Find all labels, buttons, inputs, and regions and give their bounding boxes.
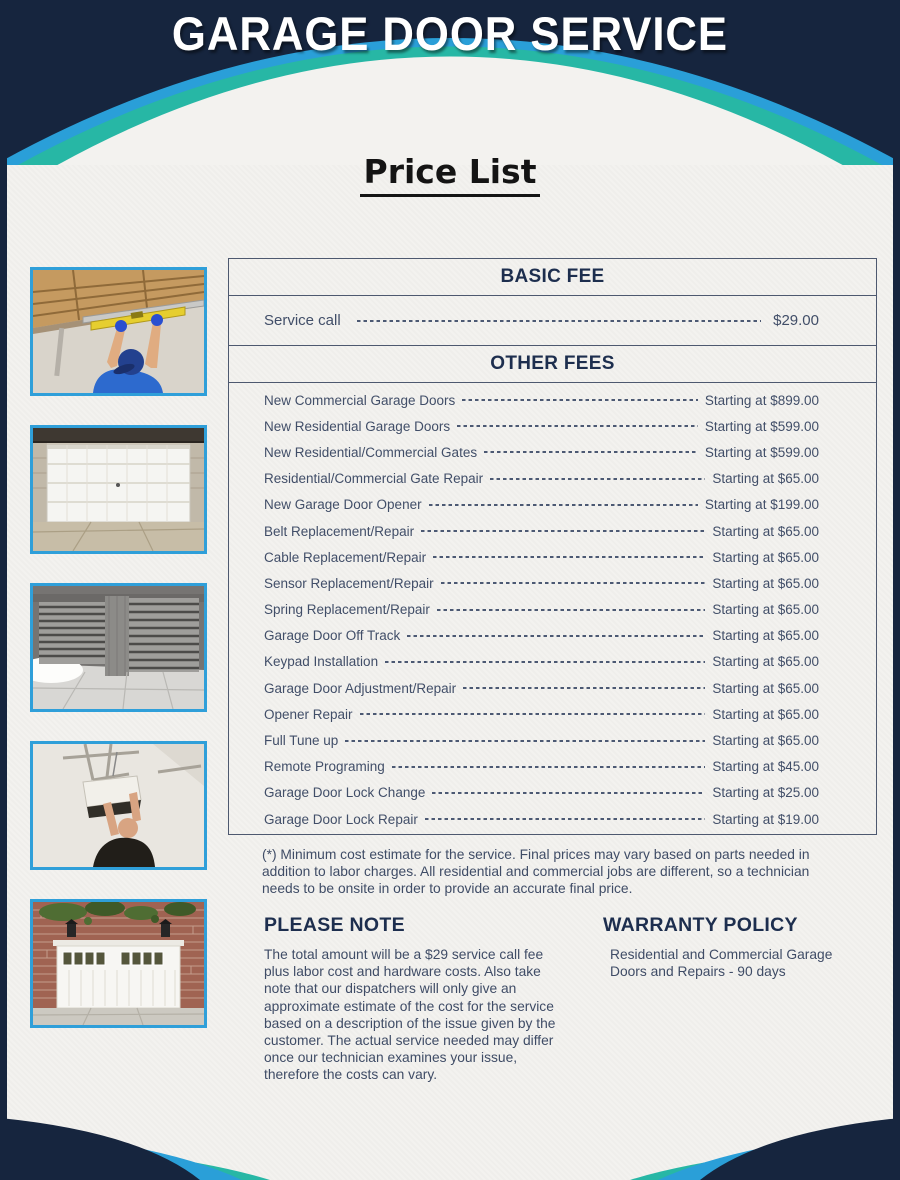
warranty-policy-body: Residential and Commercial Garage Doors and Repairs - 90 days [610, 947, 833, 980]
dotted-leader [407, 635, 705, 637]
fee-price: Starting at $19.00 [712, 811, 819, 827]
fee-price: Starting at $65.00 [712, 602, 819, 618]
fee-price: Starting at $65.00 [712, 706, 819, 722]
right-edge-border [893, 150, 900, 1180]
fee-price: Starting at $65.00 [712, 575, 819, 591]
dotted-leader [441, 582, 706, 584]
fee-price: Starting at $65.00 [712, 523, 819, 539]
fee-row [229, 701, 876, 727]
fee-label: Keypad Installation [264, 654, 379, 670]
dotted-leader [345, 740, 705, 742]
dotted-leader [360, 713, 706, 715]
dotted-leader [463, 687, 705, 689]
fee-row [229, 492, 876, 518]
commercial-roll-up-doors-illustration [33, 586, 204, 709]
fee-label: Opener Repair [264, 706, 353, 722]
fee-row [229, 518, 876, 544]
photo-brick-garage-white-door [30, 899, 207, 1028]
fee-row [229, 727, 876, 753]
fee-price: Starting at $65.00 [712, 628, 819, 644]
fee-row [229, 570, 876, 596]
fee-price: Starting at $599.00 [704, 418, 819, 434]
dotted-leader [437, 609, 706, 611]
fee-label: Garage Door Lock Repair [264, 811, 418, 827]
dotted-leader [392, 766, 706, 768]
app-title [0, 6, 900, 61]
fee-row [229, 780, 876, 806]
dotted-leader [433, 556, 705, 558]
fee-price: Starting at $899.00 [704, 392, 819, 408]
dotted-leader [429, 504, 698, 506]
fee-price: Starting at $65.00 [712, 471, 819, 487]
dotted-leader [432, 792, 705, 794]
page-title [0, 152, 900, 197]
fee-label: New Residential/Commercial Gates [264, 444, 478, 460]
fee-price: Starting at $45.00 [712, 759, 819, 775]
fee-row [229, 649, 876, 675]
fee-price: Starting at $65.00 [712, 549, 819, 565]
dotted-leader [457, 425, 698, 427]
fee-label: Garage Door Off Track [264, 628, 401, 644]
fee-row [229, 439, 876, 465]
other-fees-heading: OTHER FEES [229, 345, 876, 383]
dotted-leader [421, 530, 705, 532]
fee-row [229, 597, 876, 623]
fee-label: Garage Door Lock Change [264, 785, 426, 801]
fee-label: New Commercial Garage Doors [264, 392, 456, 408]
dotted-leader [357, 320, 761, 322]
fee-price: Starting at $65.00 [712, 680, 819, 696]
dotted-leader [385, 661, 705, 663]
please-note-body: The total amount will be a $29 service call fee plus labor cost and hardware costs. Also take note that our dispatchers will only give an approximate estimate of the cost for the service based on a description of the issue given by the customer. The actual service needed may differ once our technician examines your issue, therefore the costs can vary. [264, 947, 556, 1083]
white-residential-garage-door-illustration [33, 428, 204, 551]
fee-label: New Residential Garage Doors [264, 418, 451, 434]
technician-installing-opener-illustration [33, 744, 204, 867]
other-fees-list [229, 383, 876, 834]
fee-row [229, 413, 876, 439]
dotted-leader [462, 399, 698, 401]
dotted-leader [425, 818, 706, 820]
fee-label: Garage Door Adjustment/Repair [264, 680, 457, 696]
fee-label: Residential/Commercial Gate Repair [264, 471, 484, 487]
fee-row [229, 387, 876, 413]
fee-label: Remote Programing [264, 759, 385, 775]
footer-wave-graphic [0, 1080, 900, 1180]
warranty-policy-heading: WARRANTY POLICY [603, 914, 798, 936]
photo-white-residential-garage-door [30, 425, 207, 554]
fee-label: New Garage Door Opener [264, 497, 422, 513]
photo-technician-installing-opener [30, 741, 207, 870]
fee-row [229, 754, 876, 780]
footnote: (*) Minimum cost estimate for the service. Final prices may vary based on parts needed in addition to labor charges. All residential and commercial jobs are different, so a technician needs to be onsite in order to provide an accurate final price. [262, 847, 810, 897]
basic-fee-heading: BASIC FEE [229, 259, 876, 296]
fee-label: Sensor Replacement/Repair [264, 575, 434, 591]
fee-label: Spring Replacement/Repair [264, 602, 430, 618]
please-note-heading: PLEASE NOTE [264, 914, 405, 936]
app-title-text: GARAGE DOOR SERVICE [171, 7, 729, 60]
fee-row [229, 675, 876, 701]
dotted-leader [490, 478, 705, 480]
fee-price: Starting at $25.00 [712, 785, 819, 801]
fee-row [229, 466, 876, 492]
brick-garage-white-door-illustration [33, 902, 204, 1025]
left-edge-border [0, 150, 7, 1180]
basic-fee-list [229, 296, 876, 345]
fee-row [229, 544, 876, 570]
dotted-leader [484, 451, 698, 453]
fee-price: $29.00 [773, 312, 819, 329]
fee-label: Cable Replacement/Repair [264, 549, 427, 565]
fee-price: Starting at $65.00 [712, 654, 819, 670]
fee-price: Starting at $65.00 [712, 733, 819, 749]
fee-row [229, 806, 876, 832]
worker-installing-ceiling-track-illustration [33, 270, 204, 393]
fee-row [229, 623, 876, 649]
fee-price: Starting at $199.00 [704, 497, 819, 513]
price-table [228, 258, 877, 835]
photo-worker-installing-ceiling-track [30, 267, 207, 396]
fee-price: Starting at $599.00 [704, 444, 819, 460]
fee-label: Full Tune up [264, 733, 339, 749]
photo-commercial-roll-up-doors [30, 583, 207, 712]
fee-label: Service call [264, 312, 341, 329]
fee-label: Belt Replacement/Repair [264, 523, 415, 539]
fee-row [229, 296, 876, 345]
page-title-text: Price List [360, 152, 541, 197]
